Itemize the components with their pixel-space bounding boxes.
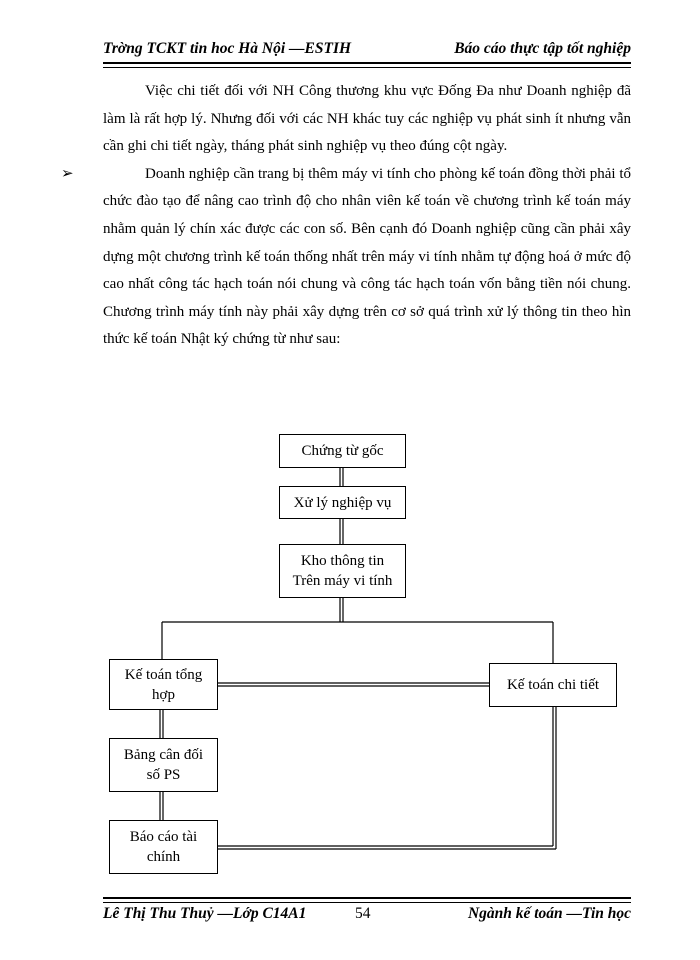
balance-sheet-box (109, 738, 218, 792)
detailed-accounting-label: Kế toán chi tiết (506, 677, 600, 693)
general-accounting-line-2: hợp (152, 686, 175, 703)
financial-report-line-1: Báo cáo tài (129, 829, 198, 845)
detailed-accounting-box (489, 663, 617, 707)
paragraph-1: Việc chi tiết đối với NH Công thương khu vực Đống Đa như Doanh nghiệp đã làm là rất hợp lý. Nhưng đối với các NH khác tuy các nghiệp vụ phát sinh ít nhưng vẫn cần ghi chi tiết ngày, tháng phát sinh nghiệp vụ theo đúng cột ngày. (103, 83, 631, 155)
balance-sheet-line-2: số PS (146, 767, 181, 783)
page-footer (103, 903, 631, 927)
general-accounting-box (109, 659, 218, 710)
data-store-line-1: Kho thông tin (300, 553, 385, 569)
process-transactions-box (279, 486, 406, 519)
page-number: 54 (355, 905, 371, 922)
header-report-title: Báo cáo thực tập tốt nghiệp (454, 40, 631, 57)
footer-author: Lê Thị Thu Thuỷ —Lớp C14A1 (103, 905, 307, 922)
header-school: Trờng TCKT tin hoc Hà Nội —ESTIH (103, 40, 352, 57)
source-documents-label: Chứng từ gốc (301, 443, 384, 459)
source-documents-box (279, 434, 406, 468)
general-accounting-line-1: Kế toán tổng (124, 666, 203, 683)
financial-report-line-2: chính (146, 849, 181, 865)
computer-data-store-box (279, 544, 406, 598)
financial-report-box (109, 820, 218, 874)
arrow-bullet-icon: ➢ (61, 165, 74, 182)
balance-sheet-line-1: Bảng cân đối (123, 747, 204, 763)
data-store-line-2: Trên máy vi tính (292, 573, 393, 589)
process-transactions-label: Xử lý nghiệp vụ (293, 494, 392, 511)
footer-department: Ngành kế toán —Tin học (467, 905, 631, 922)
paragraph-2-text: Doanh nghiệp cần trang bị thêm máy vi tính cho phòng kế toán đồng thời phải tổ chức đào tạo để nâng cao trình độ cho nhân viên kế toán về chương trình kế toán máy nhằm quản lý chín xác được các con số. Bên cạnh đó Doanh nghiệp cũng cần phải xây dựng một chương trình kế toán thống nhất trên máy vi tính nhằm tự động hoá ở mức độ cao nhất công tác hạch toán nói chung và công tác hạch toán vốn bằng tiền nói chung. Chương trình máy tính này phải xây dựng trên cơ sở quá trình xử lý thông tin theo hìn thức kế toán Nhật ký chứng từ như sau: (103, 165, 631, 348)
